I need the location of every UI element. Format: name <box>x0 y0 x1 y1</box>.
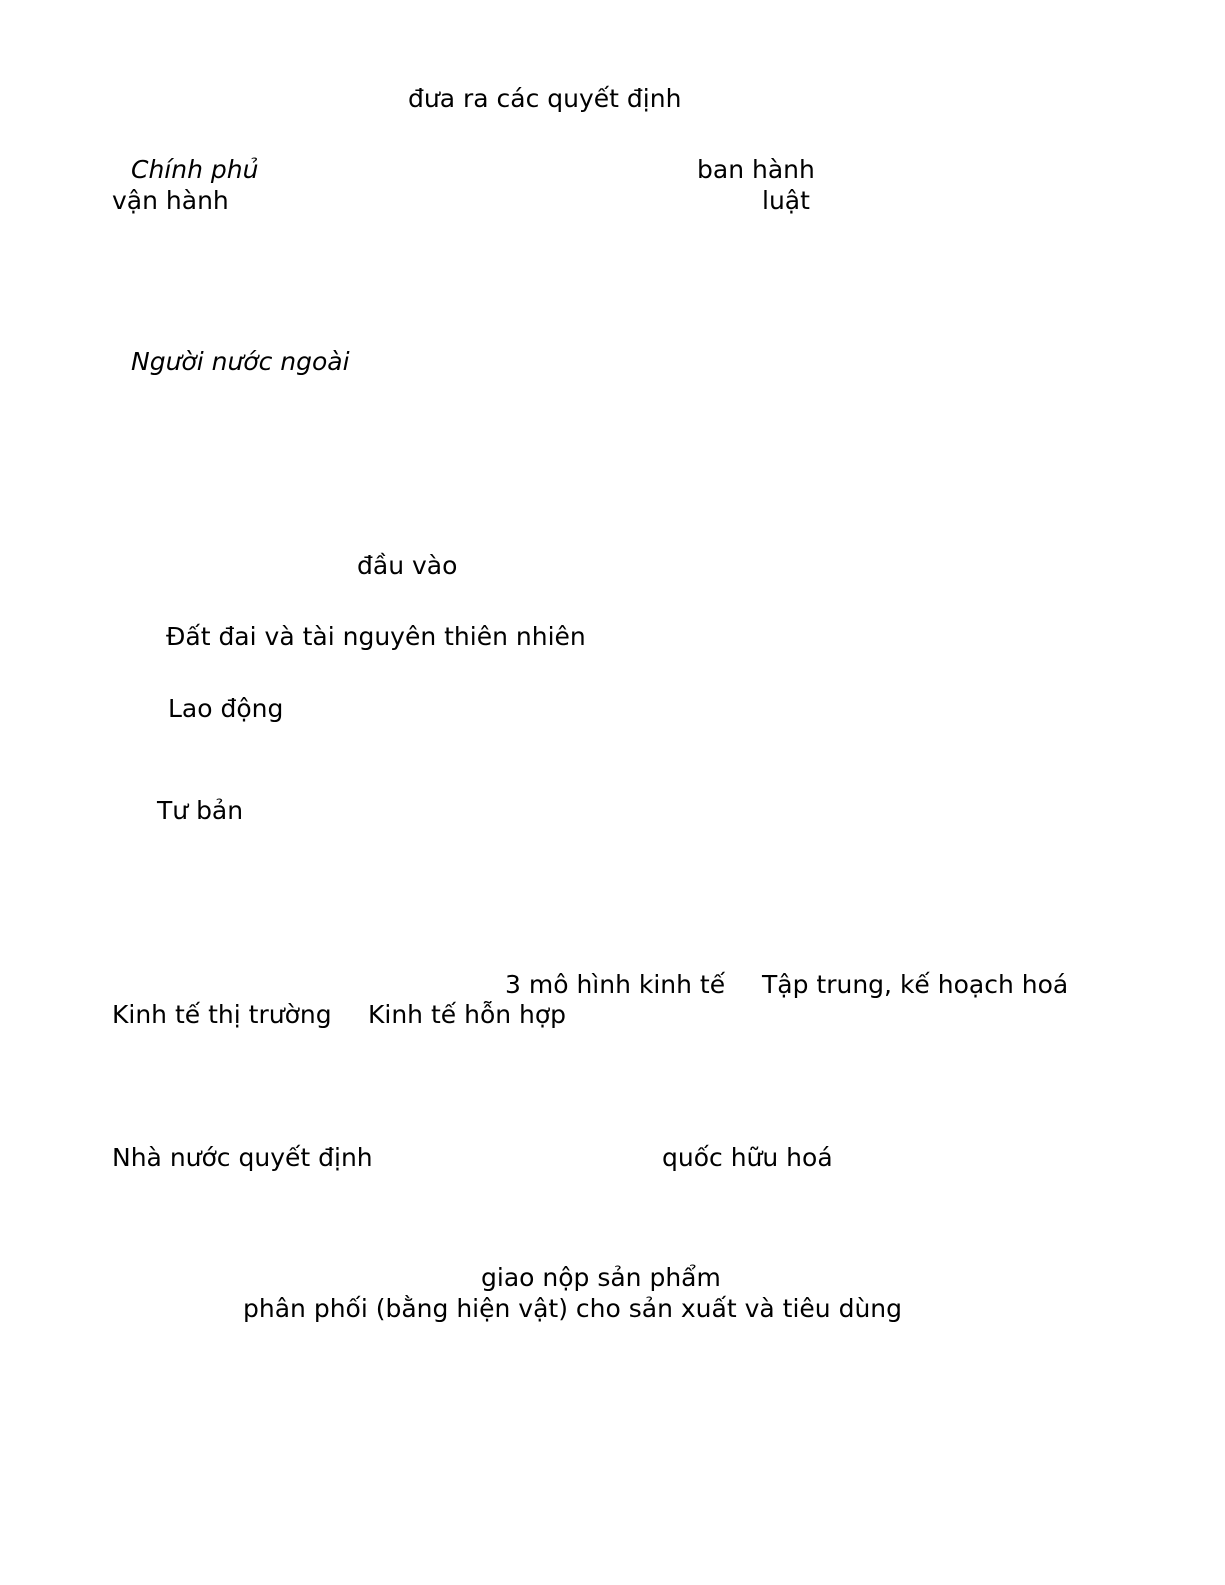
text-lao-dong: Lao động <box>168 694 284 723</box>
text-ba-mo-hinh-kinh-te: 3 mô hình kinh tế <box>505 970 726 999</box>
text-ban-hanh: ban hành <box>697 155 815 184</box>
text-van-hanh: vận hành <box>112 186 229 215</box>
text-chinh-phu: Chính phủ <box>131 155 259 184</box>
text-tap-trung-ke-hoach-hoa: Tập trung, kế hoạch hoá <box>762 970 1069 999</box>
text-kinh-te-hon-hop: Kinh tế hỗn hợp <box>368 1000 567 1029</box>
text-tu-ban: Tư bản <box>157 796 244 825</box>
text-dau-vao: đầu vào <box>357 551 458 580</box>
text-nguoi-nuoc-ngoai: Người nước ngoài <box>131 347 350 376</box>
text-luat: luật <box>762 186 810 215</box>
text-phan-phoi: phân phối (bằng hiện vật) cho sản xuất và tiêu dùng <box>243 1294 902 1323</box>
text-kinh-te-thi-truong: Kinh tế thị trường <box>112 1000 332 1029</box>
text-dua-ra-cac-quyet-dinh: đưa ra các quyết định <box>408 84 682 113</box>
text-quoc-huu-hoa: quốc hữu hoá <box>662 1143 833 1172</box>
text-nha-nuoc-quyet-dinh: Nhà nước quyết định <box>112 1143 373 1172</box>
text-dat-dai: Đất đai và tài nguyên thiên nhiên <box>166 622 586 651</box>
text-giao-nop-san-pham: giao nộp sản phẩm <box>481 1263 721 1292</box>
